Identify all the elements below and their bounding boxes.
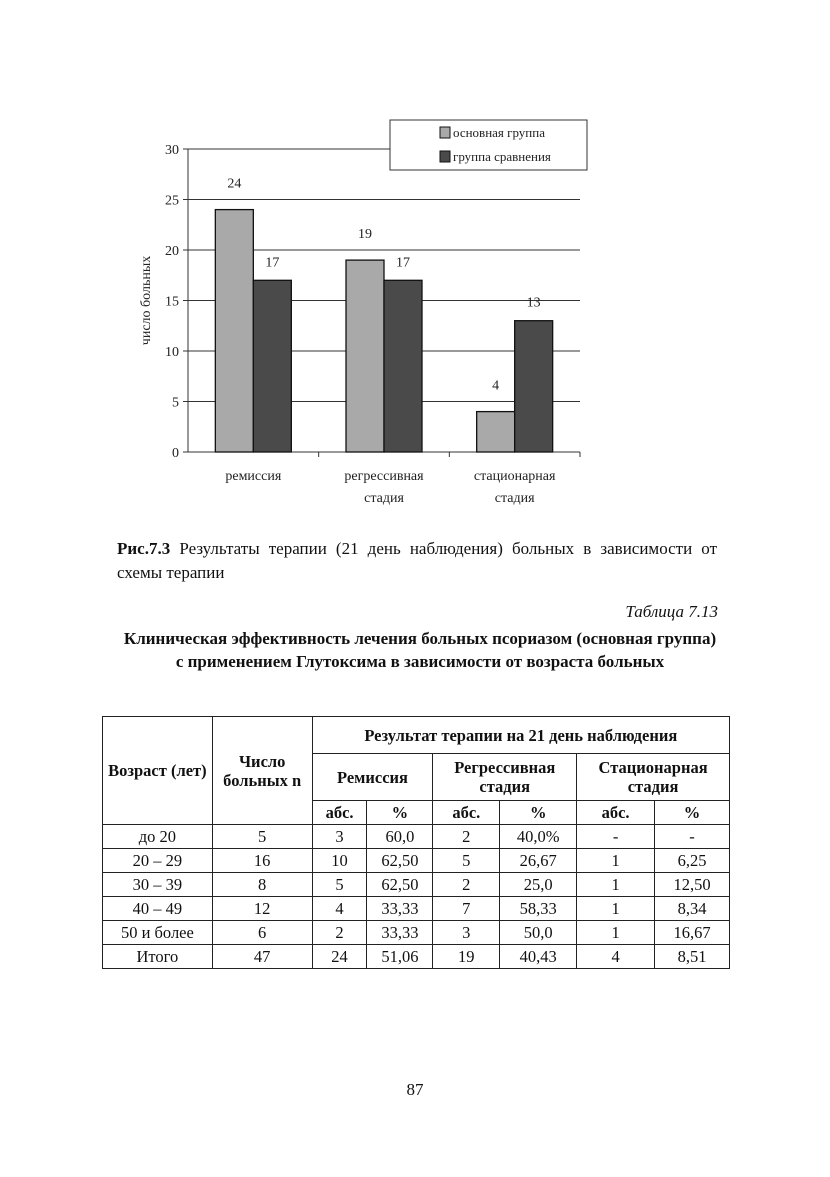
table-cell: 40,43 xyxy=(500,945,577,969)
table-cell: 6,25 xyxy=(655,849,730,873)
table-cell: 60,0 xyxy=(367,825,433,849)
bar xyxy=(253,280,291,452)
table-cell: 58,33 xyxy=(500,897,577,921)
table-cell: 7 xyxy=(433,897,500,921)
data-label: 19 xyxy=(358,227,372,243)
table-cell: 8,51 xyxy=(655,945,730,969)
legend-swatch xyxy=(440,127,450,138)
figure-caption-label: Рис.7.3 xyxy=(117,539,171,558)
table-row xyxy=(103,945,730,969)
table-cell: 2 xyxy=(433,873,500,897)
header-remission: Ремиссия xyxy=(312,754,433,801)
table-cell: 5 xyxy=(433,849,500,873)
y-tick-label: 5 xyxy=(172,395,179,411)
bar xyxy=(477,412,515,452)
bar-chart xyxy=(0,0,830,520)
table-row xyxy=(103,849,730,873)
bar xyxy=(346,260,384,452)
y-tick-label: 25 xyxy=(165,193,179,209)
table-cell: 4 xyxy=(577,945,655,969)
data-label: 13 xyxy=(526,295,541,311)
x-tick-label: регрессивная xyxy=(344,469,424,484)
page-number: 87 xyxy=(406,1080,424,1099)
table-cell: 62,50 xyxy=(367,849,433,873)
header-regressive: Регрессивная стадия xyxy=(433,754,577,801)
figure-caption-text: Результаты терапии (21 день наблюдения) больных в зависимости от схемы терапии xyxy=(117,539,717,582)
header-pct: % xyxy=(500,801,577,825)
header-stationary: Стационарная стадия xyxy=(577,754,730,801)
table-cell: 1 xyxy=(577,873,655,897)
header-abs: абс. xyxy=(433,801,500,825)
table-cell: 12 xyxy=(212,897,312,921)
table-cell: 24 xyxy=(312,945,367,969)
data-label: 4 xyxy=(492,378,500,394)
bar xyxy=(515,321,553,452)
header-age: Возраст (лет) xyxy=(103,717,213,825)
table-row xyxy=(103,873,730,897)
data-label: 24 xyxy=(227,176,242,192)
table-cell: 33,33 xyxy=(367,897,433,921)
y-axis-label: число больных xyxy=(139,255,154,346)
table-cell: - xyxy=(577,825,655,849)
legend-label: группа сравнения xyxy=(453,149,551,164)
table-cell: 19 xyxy=(433,945,500,969)
table-cell: 3 xyxy=(433,921,500,945)
table-cell: 10 xyxy=(312,849,367,873)
table-cell: - xyxy=(655,825,730,849)
table-cell: 51,06 xyxy=(367,945,433,969)
results-table xyxy=(102,716,730,969)
table-cell: 50,0 xyxy=(500,921,577,945)
table-cell: 4 xyxy=(312,897,367,921)
header-count: Число больных n xyxy=(212,717,312,825)
x-tick-label: стадия xyxy=(494,491,535,506)
table-cell: 1 xyxy=(577,897,655,921)
table-cell: 5 xyxy=(312,873,367,897)
table-row xyxy=(103,921,730,945)
table-cell: 5 xyxy=(212,825,312,849)
data-label: 17 xyxy=(396,255,410,271)
legend-swatch xyxy=(440,151,450,162)
x-tick-label: стадия xyxy=(364,491,404,506)
table-cell: 8 xyxy=(212,873,312,897)
table-cell: 40 – 49 xyxy=(103,897,213,921)
table-cell: 25,0 xyxy=(500,873,577,897)
x-tick-label: стационарная xyxy=(473,469,556,484)
bar xyxy=(384,280,422,452)
header-pct: % xyxy=(655,801,730,825)
y-tick-label: 30 xyxy=(165,143,179,158)
table-cell: 2 xyxy=(312,921,367,945)
header-result: Результат терапии на 21 день наблюдения xyxy=(312,717,729,754)
header-abs: абс. xyxy=(577,801,655,825)
table-cell: 26,67 xyxy=(500,849,577,873)
table-cell: 12,50 xyxy=(655,873,730,897)
header-pct: % xyxy=(367,801,433,825)
table-row xyxy=(103,897,730,921)
table-cell: 16 xyxy=(212,849,312,873)
table-cell: 33,33 xyxy=(367,921,433,945)
figure-caption xyxy=(117,537,717,585)
y-tick-label: 15 xyxy=(165,294,179,310)
table-cell: 16,67 xyxy=(655,921,730,945)
table-cell: 50 и более xyxy=(103,921,213,945)
table-cell: 3 xyxy=(312,825,367,849)
table-cell: 62,50 xyxy=(367,873,433,897)
table-cell: 1 xyxy=(577,849,655,873)
table-cell: 30 – 39 xyxy=(103,873,213,897)
y-tick-label: 10 xyxy=(165,345,179,360)
table-title: Клиническая эффективность лечения больных псориазом (основная группа) с применением Глутоксима в зависимости от возраста больных xyxy=(123,629,717,671)
table-cell: Итого xyxy=(103,945,213,969)
table-cell: 6 xyxy=(212,921,312,945)
table-cell: до 20 xyxy=(103,825,213,849)
table-cell: 47 xyxy=(212,945,312,969)
table-cell: 1 xyxy=(577,921,655,945)
table-cell: 40,0% xyxy=(500,825,577,849)
y-tick-label: 0 xyxy=(172,446,179,461)
legend-label: основная группа xyxy=(453,125,545,140)
table-cell: 8,34 xyxy=(655,897,730,921)
header-abs: абс. xyxy=(312,801,367,825)
table-cell: 2 xyxy=(433,825,500,849)
bar xyxy=(215,210,253,452)
y-tick-label: 20 xyxy=(165,244,179,259)
data-label: 17 xyxy=(265,255,280,271)
table-number: Таблица 7.13 xyxy=(625,602,718,621)
table-row xyxy=(103,825,730,849)
x-tick-label: ремиссия xyxy=(225,469,282,484)
table-cell: 20 – 29 xyxy=(103,849,213,873)
